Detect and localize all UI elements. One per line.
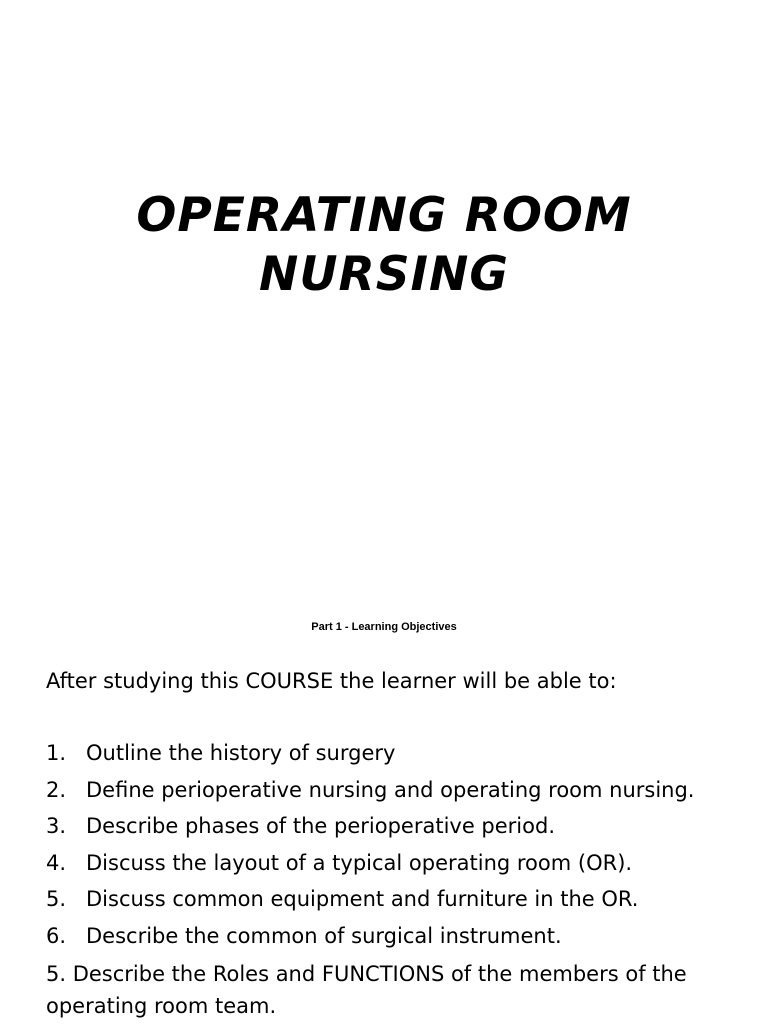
page-title (0, 186, 768, 304)
list-item (46, 848, 746, 878)
list-item-text: Discuss the layout of a typical operating room (OR). (86, 850, 633, 875)
list-item-number: 5. (46, 887, 67, 912)
list-item-number: 2. (46, 777, 67, 802)
extra-objective-text: 5. Describe the Roles and FUNCTIONS of the members of the operating room team. (46, 961, 687, 1018)
list-item (46, 738, 746, 768)
list-item (46, 884, 746, 914)
objectives-section (46, 666, 746, 1022)
list-item (46, 811, 746, 841)
list-item-text: Describe the common of surgical instrument. (86, 923, 562, 948)
title-line-2: NURSING (259, 247, 509, 302)
list-item-text: Define perioperative nursing and operating room nursing. (86, 777, 695, 802)
intro-text: After studying this COURSE the learner will be able to: (46, 669, 617, 693)
list-item-number: 3. (46, 814, 67, 839)
objectives-list (46, 738, 746, 951)
title-line-1: OPERATING ROOM (136, 188, 632, 243)
list-item (46, 775, 746, 805)
list-item-number: 6. (46, 923, 67, 948)
section-subtitle: Part 1 - Learning Objectives (311, 621, 457, 633)
list-item-text: Discuss common equipment and furniture in the OR. (86, 887, 639, 912)
list-item-text: Describe phases of the perioperative period. (86, 814, 555, 839)
list-item-number: 4. (46, 850, 67, 875)
list-item-text: Outline the history of surgery (86, 741, 396, 765)
list-item (46, 921, 746, 951)
list-item-number: 1. (46, 741, 67, 765)
